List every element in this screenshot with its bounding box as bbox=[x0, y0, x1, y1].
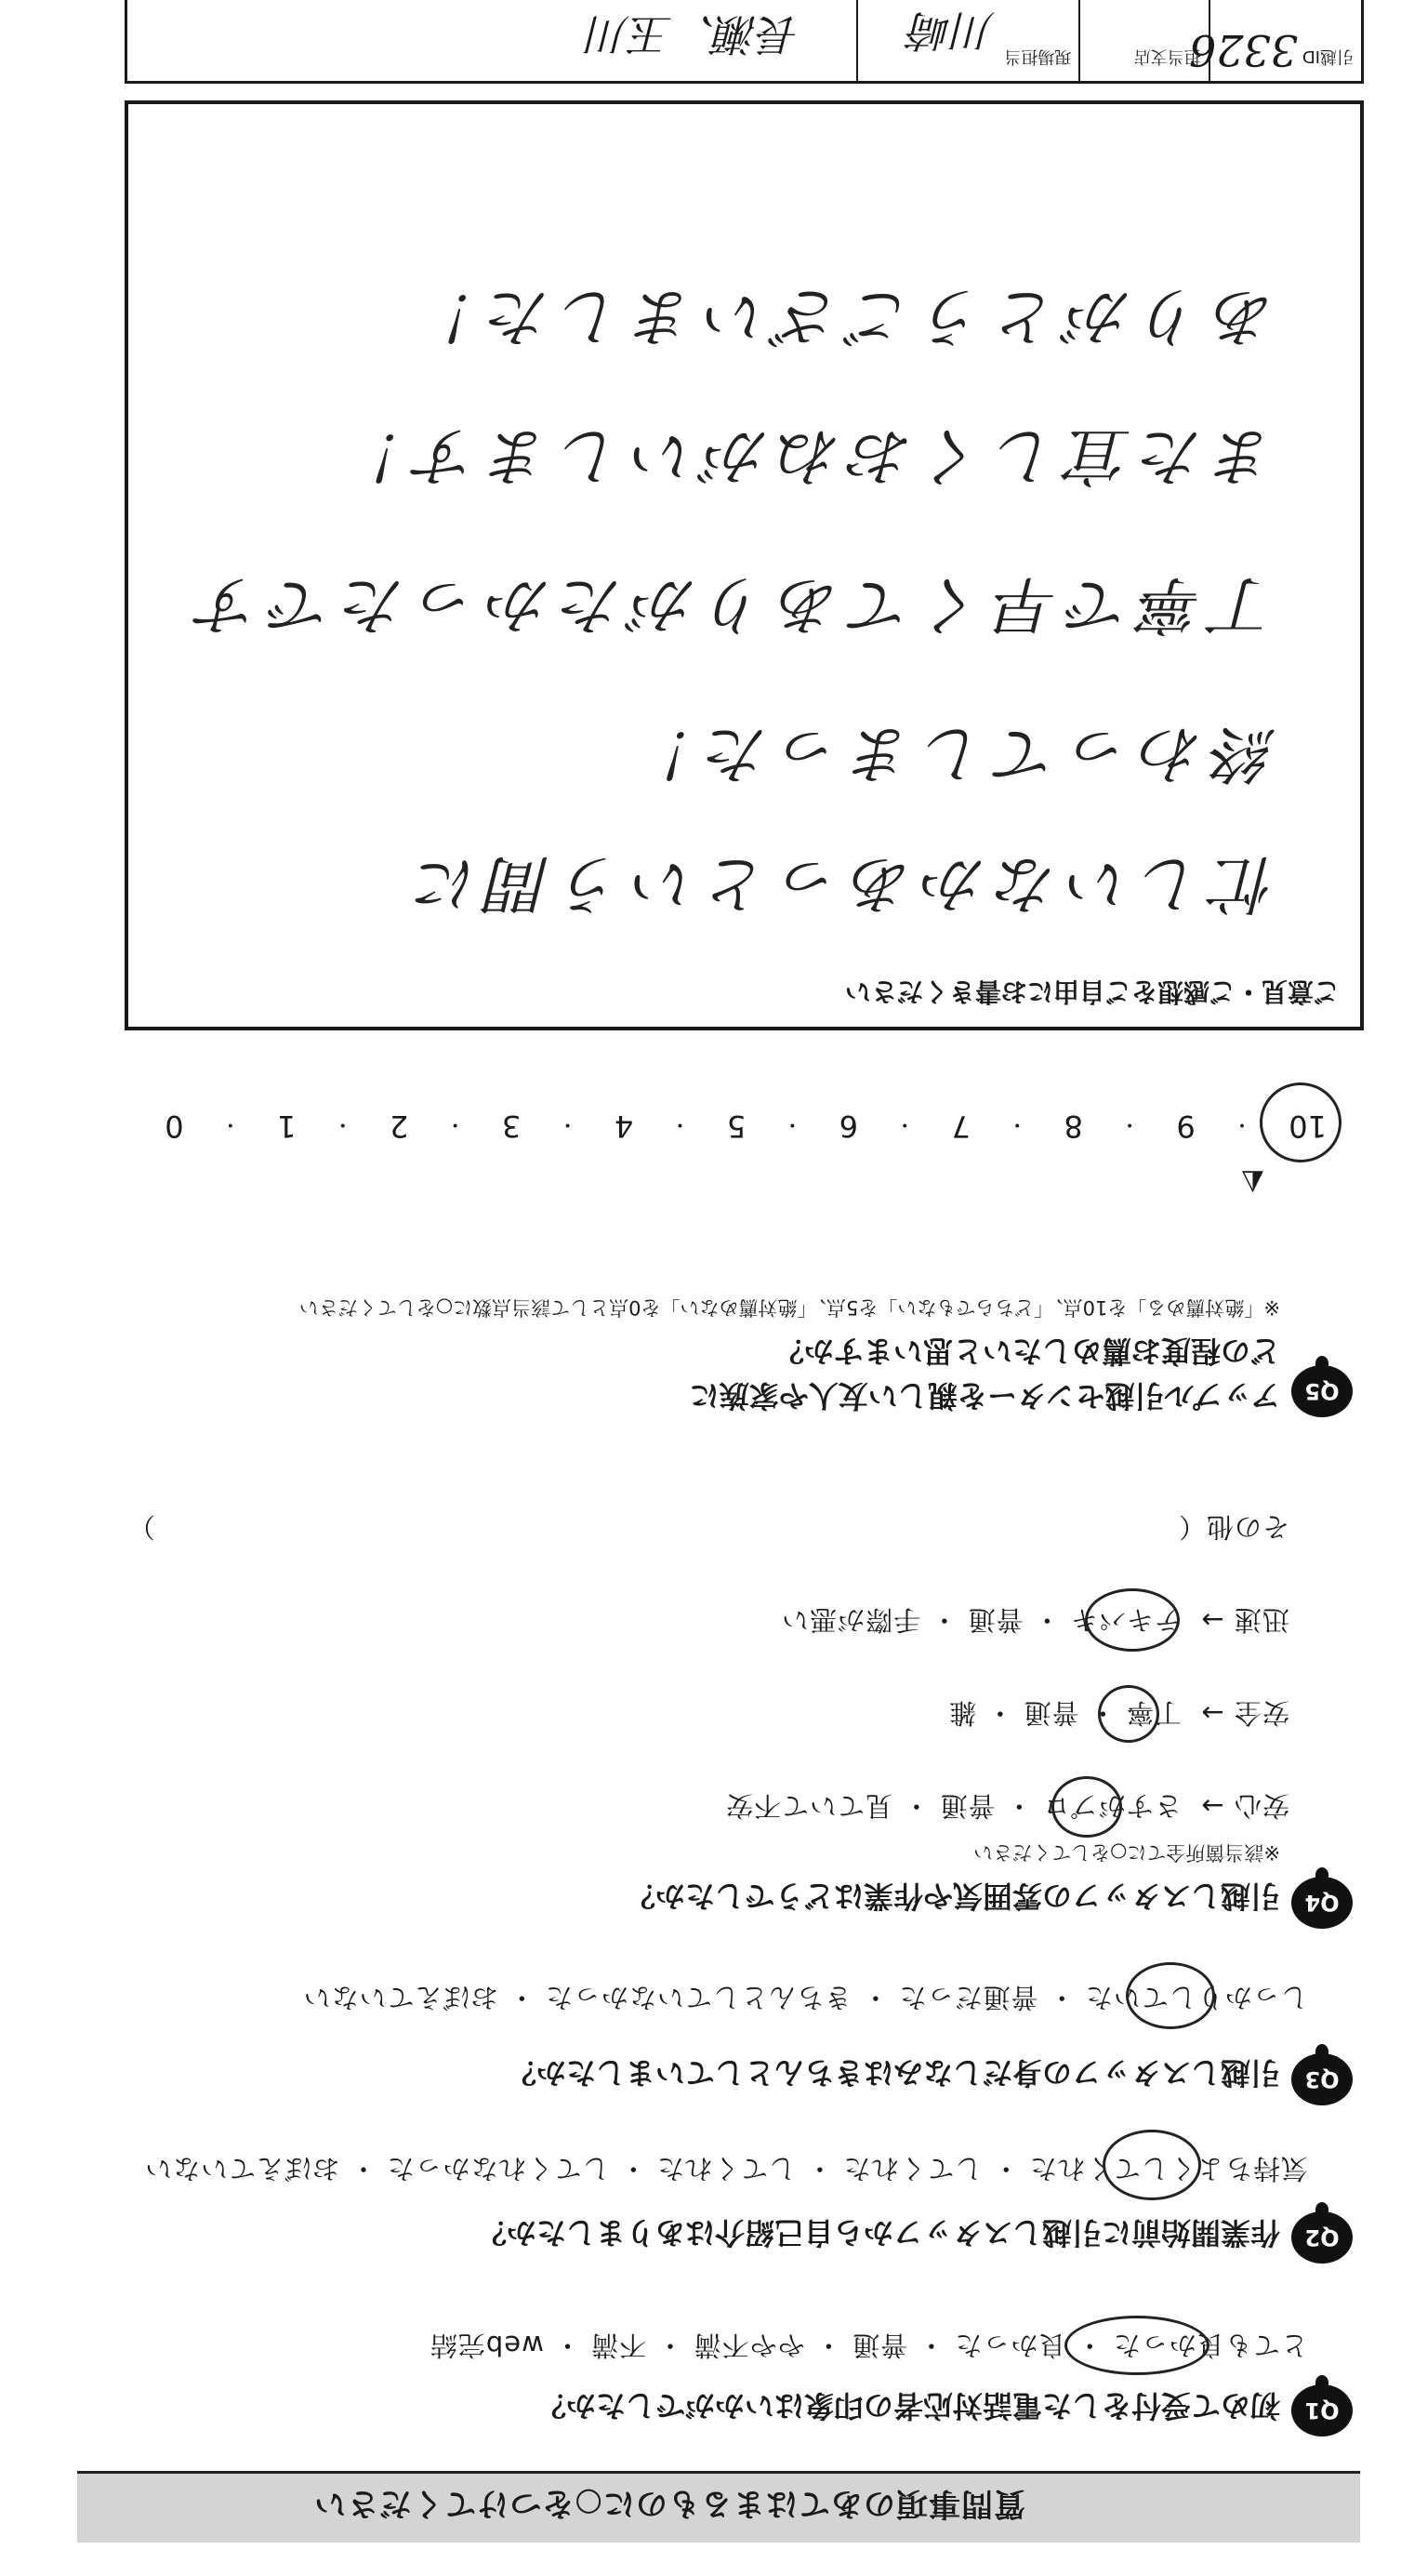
q1-badge: Q1 bbox=[1291, 2384, 1353, 2437]
score-4: 4 bbox=[614, 1109, 634, 1144]
instruction-text: 質問事項のあてはまるものに○をつけてください bbox=[313, 2485, 1025, 2522]
q5-text: アップル引越センターを親しい友人や家族に bbox=[689, 1378, 1280, 1414]
comment-title: ご意見・ご感想をご自由にお書きください bbox=[844, 976, 1340, 1007]
q4-note: ※該当箇所全てに○をしてください bbox=[973, 1841, 1280, 1864]
q4-anzen-circle bbox=[1098, 1685, 1159, 1743]
footer-cell-site: 現場担当 川崎 bbox=[856, 0, 1078, 81]
q1-text: 初めて受付をした電話対応者の印象はいかがでしたか？ bbox=[535, 2388, 1280, 2423]
comment-line-3: 丁寧で早くてありがたかったです bbox=[188, 567, 1276, 641]
q1-answer-circle bbox=[1064, 2316, 1209, 2375]
q4-anshin-circle bbox=[1051, 1776, 1122, 1838]
q4-text: 引越しスタッフの雰囲気や作業はどうでしたか？ bbox=[625, 1879, 1280, 1914]
comment-line-4: また宜しくおねがいします！ bbox=[333, 418, 1276, 492]
q4-row-anshin: 安心 → さすがプロ ・ 普通 ・ 見ていて不安 bbox=[725, 1790, 1289, 1822]
footer-cell-id: 引越ID 3326 bbox=[1209, 0, 1361, 81]
instruction-band bbox=[77, 2471, 1360, 2543]
comment-box bbox=[125, 100, 1364, 1030]
score-8: 8 bbox=[1064, 1109, 1083, 1144]
q2-text: 作業開始前に引越しスタッフから自己紹介はありましたか？ bbox=[476, 2215, 1280, 2251]
q4-other-close: ） bbox=[126, 1511, 155, 1543]
q5-badge: Q5 bbox=[1291, 1365, 1353, 1417]
q2-badge: Q2 bbox=[1291, 2211, 1353, 2264]
q4-row-jinsoku: 迅速 → テキパキ ・ 普通 ・ 手際が悪い bbox=[781, 1604, 1289, 1636]
q3-options: しっかりしていた ・ 普通だった ・ きちんとしていなかった ・ おぼえていない bbox=[302, 1982, 1308, 2013]
q1-options: とても良かった ・ 良かった ・ 普通 ・ やや不満 ・ 不満 ・ web完結 bbox=[429, 2330, 1308, 2361]
q5-text-2: どの程度お薦めしたいと思いますか？ bbox=[773, 1334, 1280, 1369]
score-3: 3 bbox=[501, 1109, 522, 1144]
score-7: 7 bbox=[951, 1109, 971, 1144]
q2-answer-circle bbox=[1103, 2130, 1201, 2200]
footer-cell-branch: 担当支店 bbox=[1078, 0, 1208, 81]
q3-text: 引越しスタッフの身だしなみはきちんとしていましたか？ bbox=[506, 2055, 1280, 2091]
score-answer-circle bbox=[1260, 1082, 1342, 1162]
q3-answer-circle bbox=[1126, 1962, 1215, 2029]
q4-row-anzen: 安全 → 丁寧 ・ 普通 ・ 雑 bbox=[948, 1697, 1289, 1729]
comment-line-5: ありがとうございました！ bbox=[405, 279, 1276, 352]
score-6: 6 bbox=[839, 1109, 859, 1144]
footer-table bbox=[125, 0, 1364, 84]
q2-options: 気持ちよくしてくれた ・ してくれた ・ してくれた ・ してくれなかった ・ おぼえていない bbox=[144, 2153, 1308, 2184]
mascot-icon: ◭ bbox=[1241, 1167, 1263, 1200]
q4-jinsoku-circle bbox=[1085, 1588, 1180, 1652]
score-0: 0 bbox=[165, 1109, 184, 1144]
comment-line-1: 忙しいなかあっという間に bbox=[406, 846, 1276, 920]
q4-badge: Q4 bbox=[1291, 1877, 1353, 1929]
footer-cell-staff: 長瀬、玉川 bbox=[587, 9, 801, 60]
score-10: 10 bbox=[1289, 1109, 1327, 1144]
q3-badge: Q3 bbox=[1291, 2053, 1353, 2105]
q5-note: ※「絶対薦める」を10点、「どちらでもない」を5点、「絶対薦めない」を0点として該当点数に○をしてください bbox=[298, 1296, 1280, 1319]
comment-line-2: 終わってしまった！ bbox=[624, 716, 1276, 790]
score-5: 5 bbox=[726, 1109, 747, 1144]
score-9: 9 bbox=[1176, 1109, 1196, 1144]
score-1: 1 bbox=[277, 1109, 297, 1144]
score-2: 2 bbox=[390, 1109, 409, 1144]
q4-other: その他（ bbox=[1177, 1511, 1289, 1543]
score-scale: 10 ・ 9 ・ 8 ・ 7 ・ 6 ・ 5 ・ 4 ・ 3 ・ 2 ・ 1 ・ 0 bbox=[165, 1109, 1327, 1144]
